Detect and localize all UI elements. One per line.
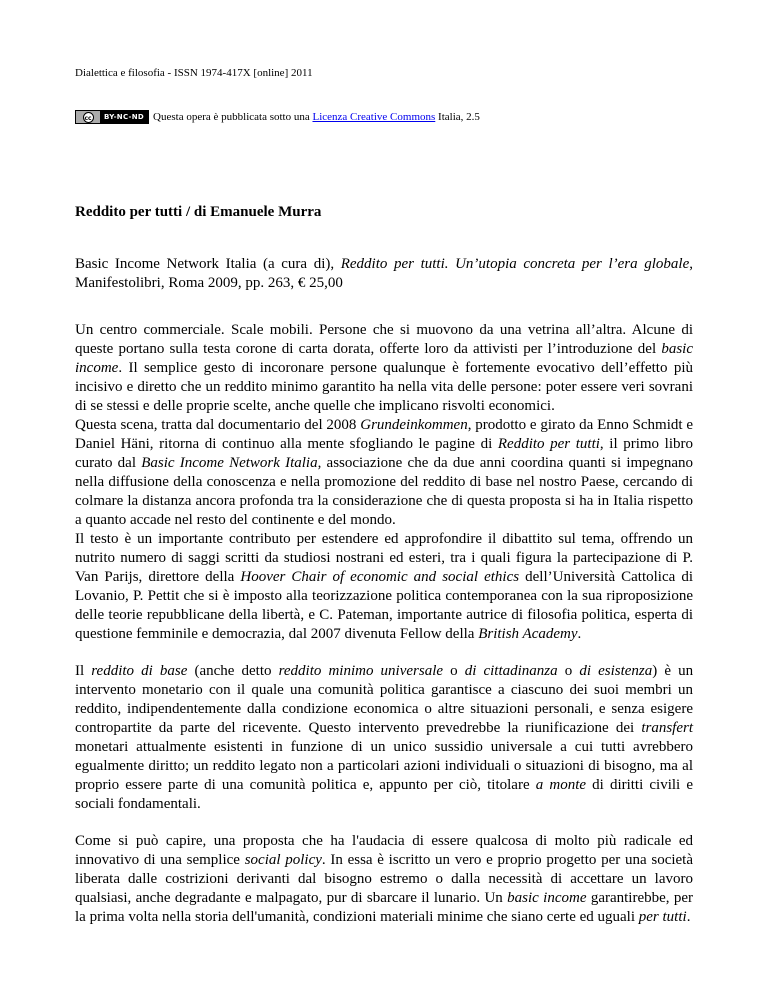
- paragraph-4: Il reddito di base (anche detto reddito minimo universale o di cittadinanza o di esistenza) è un intervento monetario con il quale una comunità politica garantisce a ciascuno dei suoi membri un reddito, indipendentemente dalla condizione economica o altre situazioni personali, e senza esigere contropartite da parte del ricevente. Questo intervento prevedrebbe la riunificazione dei transfert monetari attualmente esistenti in funzione di un unico sussidio universale a cui tutti avrebbero egualmente diritto; un reddito legato non a particolari azioni individuali o situazioni di bisogno, ma al proprio essere parte di una comunità politica e, appunto per ciò, titolare a monte di diritti civili e sociali fondamentali.: [75, 663, 694, 812]
- book-title: Reddito per tutti. Un’utopia concreta per l’era globale: [340, 256, 690, 272]
- cc-badge-text: BY-NC-ND: [100, 111, 148, 123]
- license-text-before: Questa opera è pubblicata sotto una: [153, 111, 310, 123]
- license-link[interactable]: Licenza Creative Commons: [312, 111, 436, 123]
- license-notice: [75, 110, 480, 124]
- cc-icon: cc: [83, 112, 94, 123]
- journal-header: Dialettica e filosofia - ISSN 1974-417X [online] 2011: [75, 67, 313, 79]
- cc-license-badge[interactable]: [75, 110, 149, 124]
- paragraph-1: Un centro commerciale. Scale mobili. Persone che si muovono da una vetrina all’altra. Alcune di queste portano sulla testa corone di carta dorata, offerte loro da attivisti per l’introduzione del basic income. Il semplice gesto di incoronare persone qualunque è fortemente evocativo dell’effetto più incisivo e diretto che un reddito minimo garantito ha nella vita delle persone: poter essere veri sovrani di se stessi e delle proprie scelte, anche quelle che implicano risvolti economici.: [75, 322, 693, 414]
- paragraph-3: Il testo è un importante contributo per estendere ed approfondire il dibattito sul tema, offrendo un nutrito numero di saggi scritti da studiosi nostrani ed esteri, tra i quali figura la partecipazione di P. Van Parijs, direttore della Hoover Chair of economic and social ethics dell’Università Cattolica di Lovanio, P. Pettit che si è imposto alla teorizzazione politica contemporanea con la sua riproposizione delle teorie repubblicane della libertà, e C. Pateman, importante autrice di filosofia politica, esperta di questione femminile e democrazia, dal 2007 divenuta Fellow della British Academy.: [75, 531, 693, 642]
- article-title: Reddito per tutti / di Emanuele Murra: [75, 204, 322, 220]
- paragraph-2: Questa scena, tratta dal documentario del 2008 Grundeinkommen, prodotto e girato da Enno Schmidt e Daniel Häni, ritorna di continuo alla mente sfogliando le pagine di Reddito per tutti, il primo libro curato dal Basic Income Network Italia, associazione che da due anni coordina quanti si impegnano nella diffusione della conoscenza e nella promozione del reddito di base nel nostro Paese, cercando di colmare la distanza ancora profonda tra la considerazione che di questa proposta si ha in Italia rispetto a quanto accade nel resto del continente e del mondo.: [75, 417, 694, 528]
- license-text-after: Italia, 2.5: [438, 111, 480, 123]
- book-citation: Basic Income Network Italia (a cura di), Reddito per tutti. Un’utopia concreta per l’era globale, Manifestolibri, Roma 2009, pp. 263, € 25,00: [75, 256, 693, 291]
- paragraph-5: Come si può capire, una proposta che ha l'audacia di essere qualcosa di molto più radicale ed innovativo di una semplice social policy. In essa è iscritto un vero e proprio progetto per una società liberata dalle costrizioni derivanti dal bisogno estremo o dalla necessità di accettare un lavoro qualsiasi, anche degradante e malpagato, pur di sbarcare il lunario. Un basic income garantirebbe, per la prima volta nella storia dell'umanità, condizioni materiali minime che siano certe ed uguali per tutti.: [75, 833, 694, 925]
